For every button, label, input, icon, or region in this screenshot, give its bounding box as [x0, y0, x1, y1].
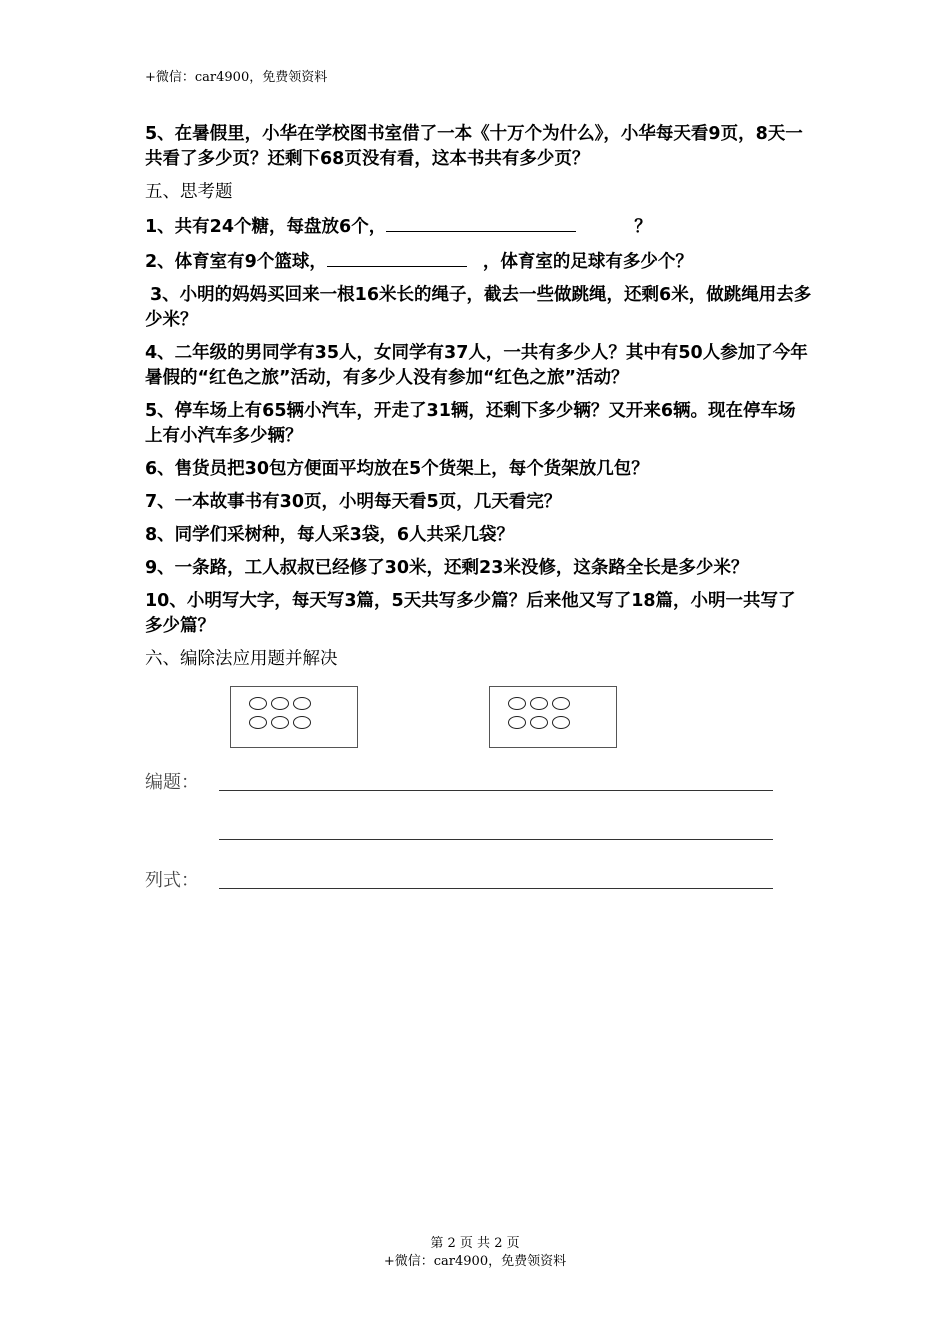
think-problem-5: 5、停车场上有65辆小汽车，开走了31辆，还剩下多少辆？又开来6辆。现在停车场上有小汽车多少辆？	[145, 401, 796, 446]
page-number: 第 2 页 共 2 页	[430, 1236, 520, 1251]
circle-icon	[249, 716, 267, 729]
circle-icon	[530, 716, 548, 729]
problem-5: 5、在暑假里，小华在学校图书室借了一本《十万个为什么》，小华每天看9页，8天一共看了多少页？还剩下68页没有看，这本书共有多少页？	[145, 124, 803, 169]
think-2-text-end: ，体育室的足球有多少个？	[482, 252, 693, 272]
circle-icon	[530, 697, 548, 710]
think-problem-8: 8、同学们采树种，每人采3袋，6人共采几袋？	[145, 525, 515, 545]
circle-box-left	[230, 686, 358, 748]
equation-answer-line[interactable]	[219, 888, 773, 889]
compose-answer-line-1[interactable]	[219, 790, 773, 791]
circle-icon	[552, 697, 570, 710]
circle-icon	[508, 697, 526, 710]
compose-label: 编题：	[145, 772, 199, 793]
think-problem-10: 10、小明写大字，每天写3篇，5天共写多少篇？后来他又写了18篇，小明一共写了多少篇？	[145, 591, 796, 636]
section-6-title: 六、编除法应用题并解决	[145, 649, 338, 669]
circle-icon	[508, 716, 526, 729]
think-problem-9: 9、一条路，工人叔叔已经修了30米，还剩23米没修，这条路全长是多少米？	[145, 558, 749, 578]
equation-label: 列式：	[145, 870, 199, 891]
circle-icon	[293, 697, 311, 710]
circle-icon	[552, 716, 570, 729]
circle-icon	[293, 716, 311, 729]
fill-blank-1[interactable]	[386, 213, 576, 232]
compose-answer-line-2[interactable]	[219, 839, 773, 840]
circle-icon	[249, 697, 267, 710]
think-problem-2	[145, 248, 813, 275]
think-1-text: 1、共有24个糖，每盘放6个，	[145, 217, 387, 237]
circle-icon	[271, 697, 289, 710]
circle-box-right	[489, 686, 617, 748]
footer-watermark-note: +微信：car4900，免费领资料	[383, 1254, 567, 1269]
header-watermark-note: +微信：car4900，免费领资料	[145, 70, 328, 85]
think-problem-1	[145, 213, 813, 240]
think-problem-3: 3、小明的妈妈买回来一根16米长的绳子，截去一些做跳绳，还剩6米，做跳绳用去多少米？	[145, 285, 812, 330]
think-problem-4: 4、二年级的男同学有35人，女同学有37人，一共有多少人？其中有50人参加了今年暑假的“红色之旅”活动，有多少人没有参加“红色之旅”活动？	[145, 343, 808, 388]
section-5-title: 五、思考题	[145, 182, 233, 202]
worksheet-content	[145, 122, 813, 758]
fill-blank-2[interactable]	[327, 248, 467, 267]
circle-icon	[271, 716, 289, 729]
think-1-question-mark: ？	[634, 217, 652, 237]
circle-groups-figure	[145, 686, 813, 758]
think-problem-7: 7、一本故事书有30页，小明每天看5页，几天看完？	[145, 492, 562, 512]
think-problem-6: 6、售货员把30包方便面平均放在5个货架上，每个货架放几包？	[145, 459, 649, 479]
think-2-text: 2、体育室有9个篮球，	[145, 252, 327, 272]
